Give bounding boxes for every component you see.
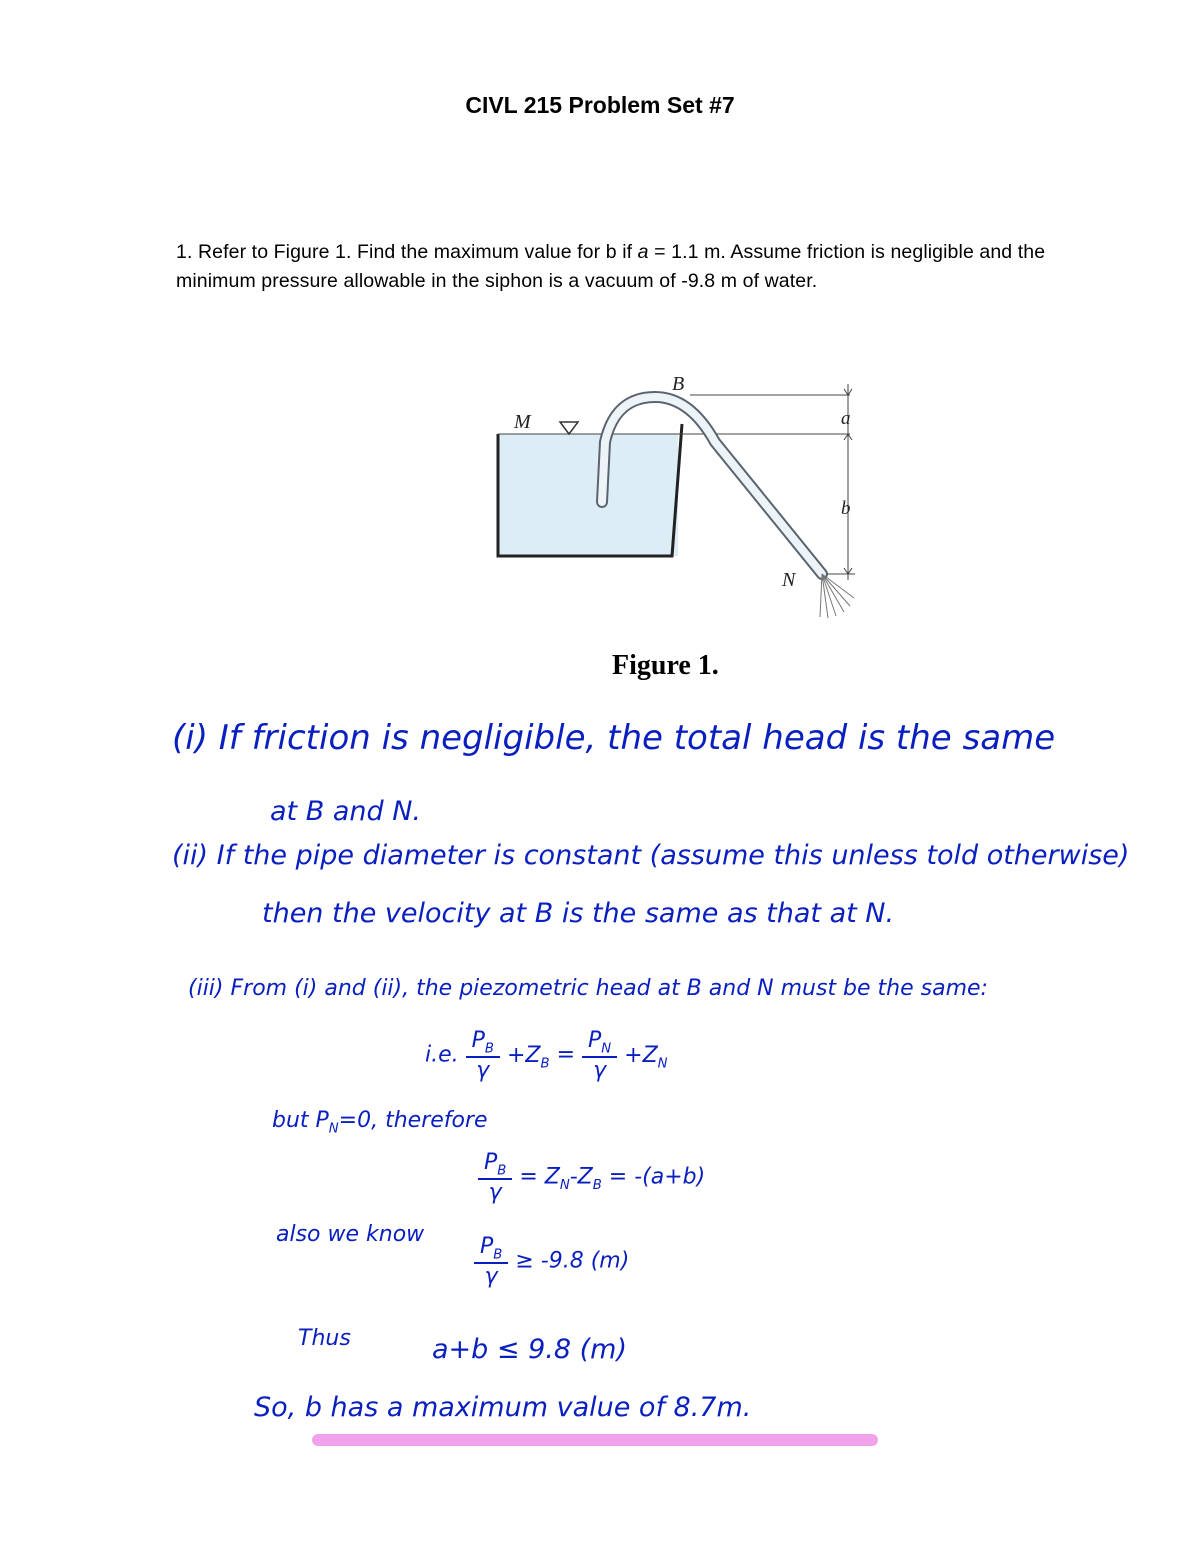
problem-text-2: = 1.1 m. Assume friction is negligible and the minimum pressure allowable in the siphon is a vacuum of -9.8 m of water. xyxy=(176,241,1046,292)
free-surface-symbol xyxy=(560,422,578,434)
equals-sign: = xyxy=(556,1042,575,1068)
solution-line-3: (ii) If the pipe diameter is constant (assume this unless told otherwise) xyxy=(172,840,1130,871)
label-n: N xyxy=(782,569,796,591)
fraction-pb-gamma-2: $\frac{P_B}{\gamma}$ xyxy=(478,1150,512,1205)
solution-line-4: then the velocity at B is the same as that at N. xyxy=(262,898,895,929)
solution-line-2: at B and N. xyxy=(270,796,421,827)
solution-line-1: (i) If friction is negligible, the total head is the same xyxy=(172,718,1056,758)
nozzle-spray xyxy=(820,574,854,618)
label-a: a xyxy=(841,408,851,429)
problem-text-1: 1. Refer to Figure 1. Find the maximum value for b if xyxy=(176,241,638,263)
equation-1 xyxy=(425,1028,668,1083)
plus-zb: $+Z_B$ xyxy=(506,1042,550,1072)
figure-caption: Figure 1. xyxy=(612,650,719,681)
label-b-height: b xyxy=(841,498,851,519)
equation-3: $\frac{P_B}{\gamma}$ ≥ -9.8 (m) xyxy=(474,1234,629,1289)
thus-label: Thus xyxy=(298,1326,351,1351)
conclusion-highlight xyxy=(312,1434,878,1446)
fraction-pb-gamma: $\frac{P_B}{\gamma}$ xyxy=(466,1028,500,1083)
also-we-know: also we know xyxy=(276,1222,425,1247)
plus-zn: $+Z_N$ xyxy=(624,1042,668,1072)
fraction-pb-gamma-3: $\frac{P_B}{\gamma}$ xyxy=(474,1234,508,1289)
tank-water xyxy=(498,434,678,556)
page-title: CIVL 215 Problem Set #7 xyxy=(465,92,735,118)
conclusion: So, b has a maximum value of 8.7m. xyxy=(254,1392,752,1423)
siphon-figure xyxy=(490,362,890,632)
label-m: M xyxy=(514,411,531,433)
equation-2: $\frac{P_B}{\gamma}$ = $Z_N-Z_B = -(a+b)$ xyxy=(478,1150,705,1205)
equation-4: a+b ≤ 9.8 (m) xyxy=(432,1334,627,1365)
fraction-pn-gamma: $\frac{P_N}{\gamma}$ xyxy=(582,1028,617,1083)
label-b-point: B xyxy=(672,373,685,395)
solution-line-5: (iii) From (i) and (ii), the piezometric head at B and N must be the same: xyxy=(188,976,988,1001)
ie-label: i.e. xyxy=(425,1042,459,1068)
problem-statement xyxy=(176,238,1076,296)
but-line: but $P_N=0$, therefore xyxy=(272,1108,488,1137)
problem-var-a: a xyxy=(637,241,649,263)
